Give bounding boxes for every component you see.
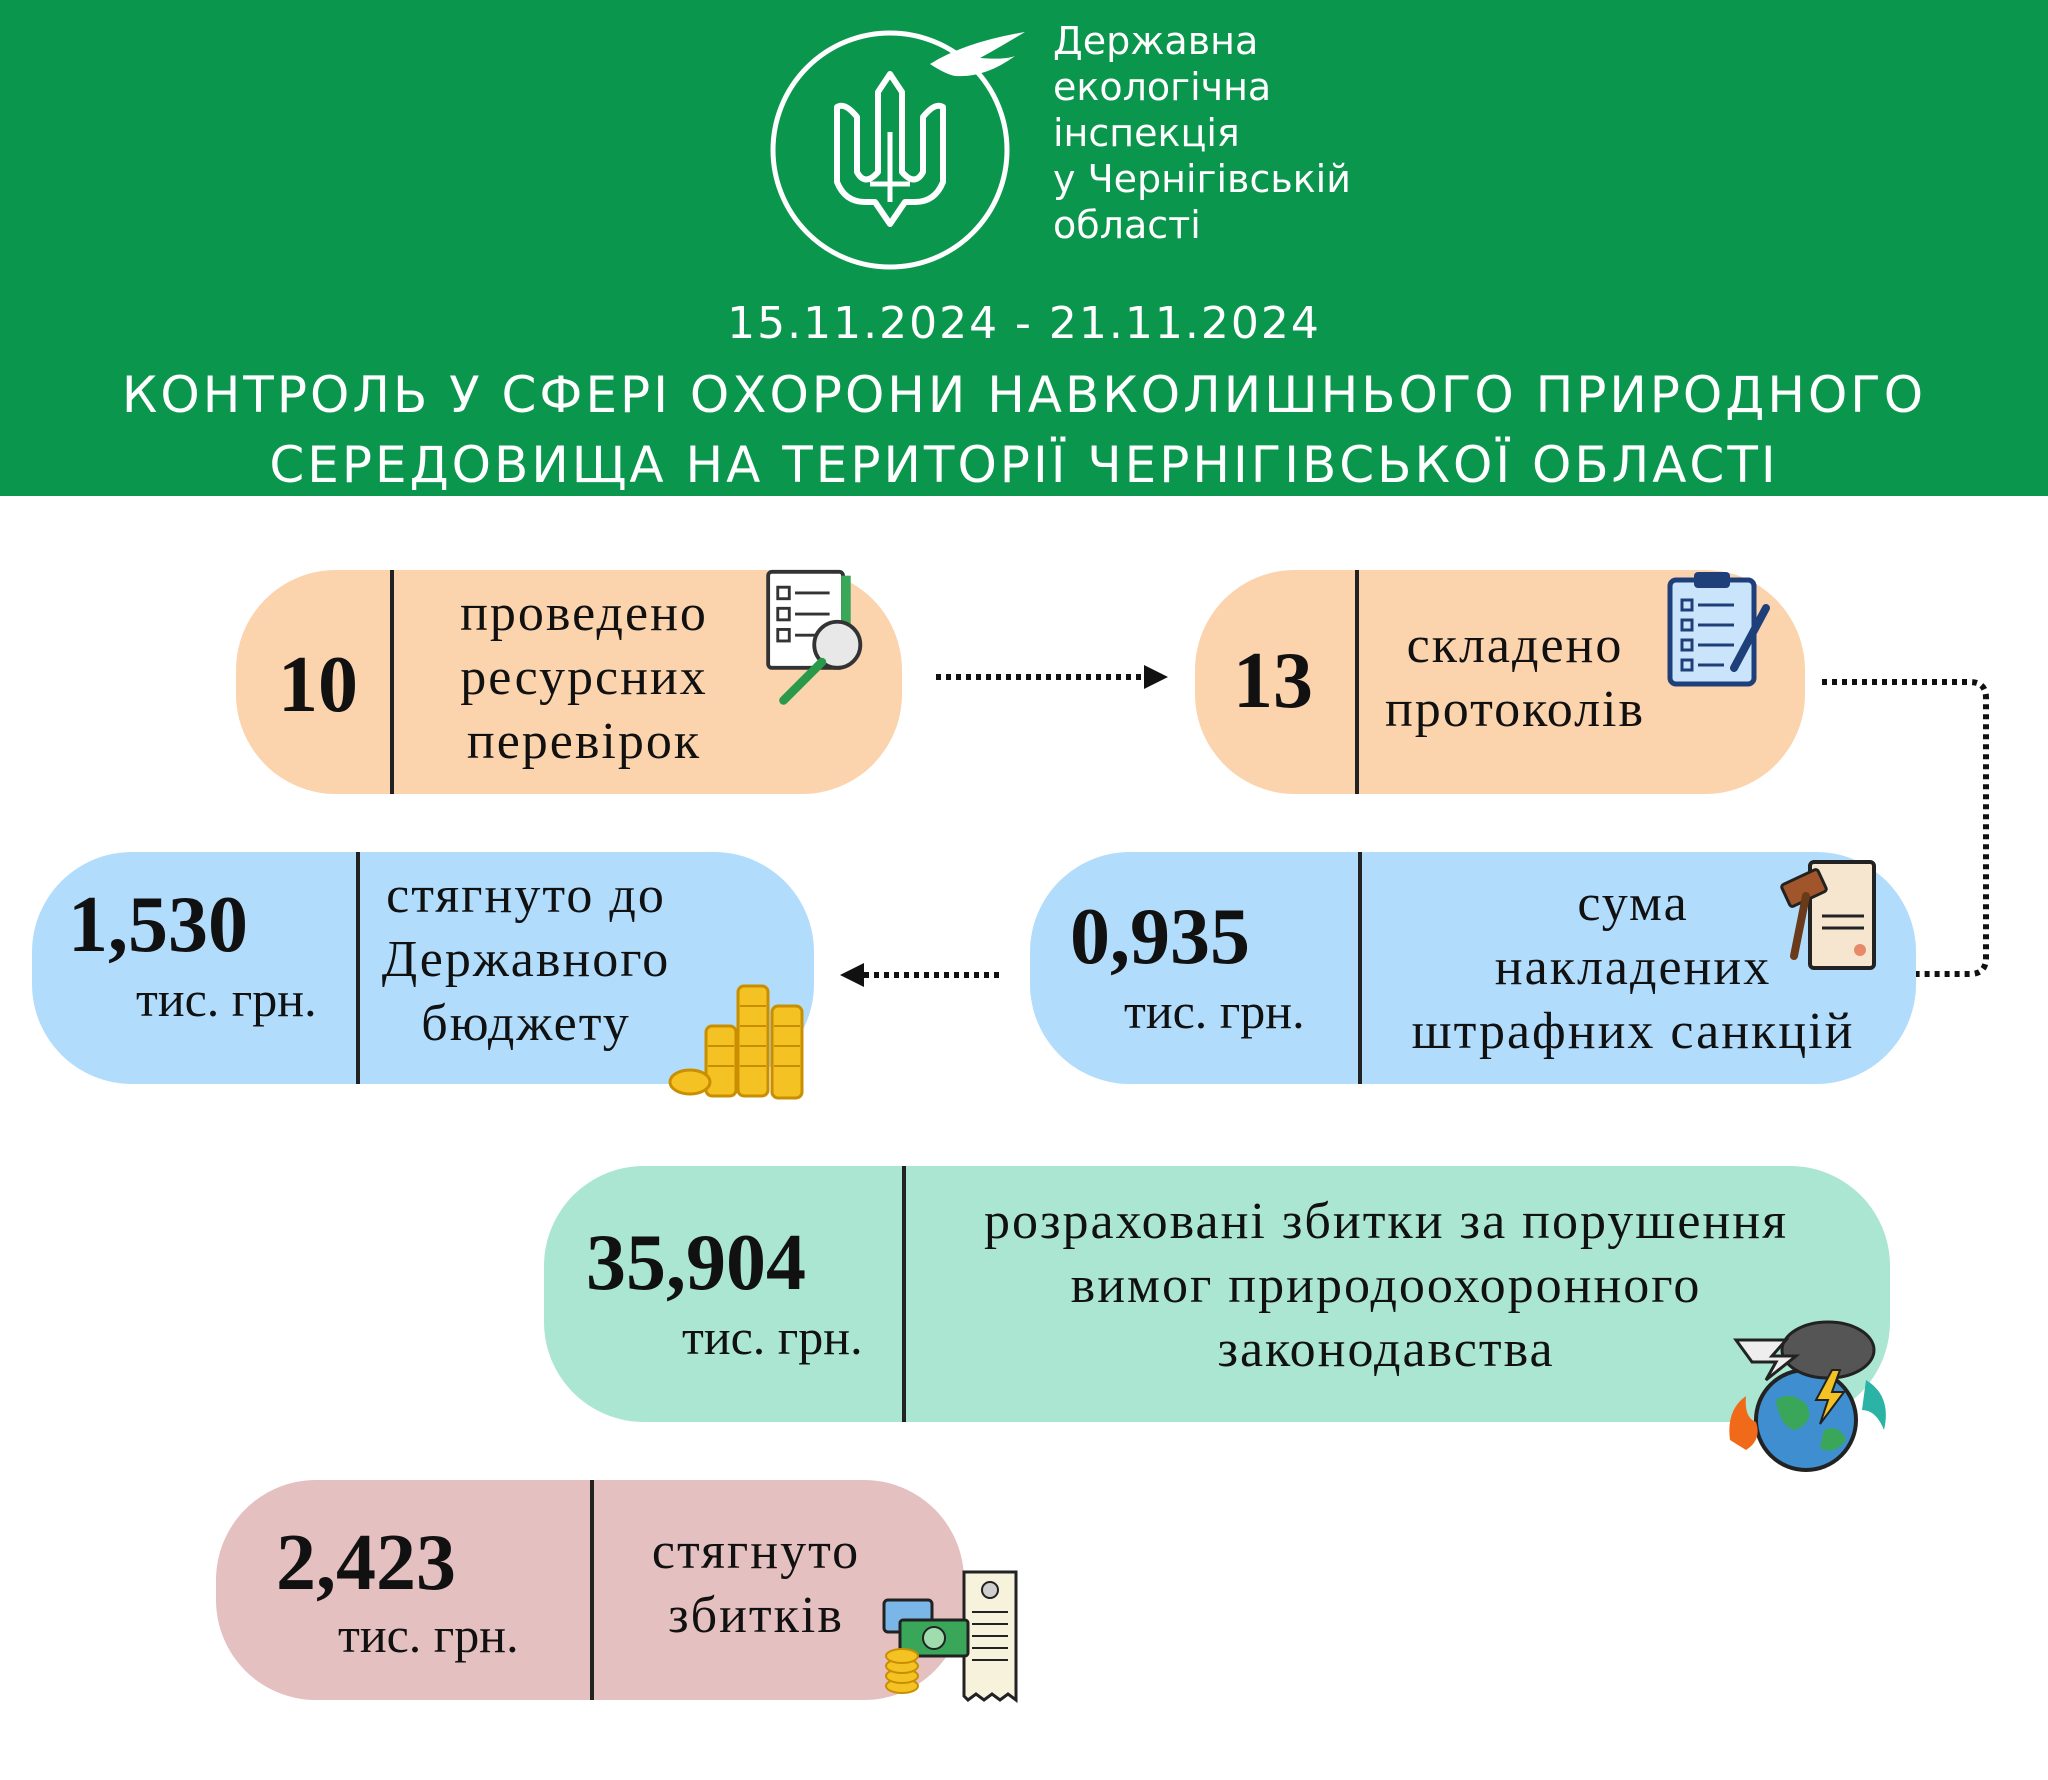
damages-calculated-value: 35,904 [586, 1219, 806, 1307]
damages-collected-value: 2,423 [276, 1519, 456, 1607]
label-line: збитків [668, 1587, 844, 1644]
budget-label [366, 864, 686, 1056]
flow-arrow-right-icon [934, 662, 1174, 692]
inspection-checklist-magnifier-icon [762, 568, 878, 712]
label-line: Державного [381, 931, 671, 988]
label-line: проведено [460, 585, 708, 642]
damages-calculated-card [544, 1166, 1890, 1422]
clipboard-checklist-icon [1664, 568, 1774, 688]
org-line: у Чернігівській [1053, 157, 1351, 201]
label-line: протоколів [1384, 681, 1646, 738]
card-divider [390, 570, 394, 794]
title-line: КОНТРОЛЬ У СФЕРІ ОХОРОНИ НАВКОЛИШНЬОГО ПРИРОДНОГО [121, 366, 1927, 424]
label-line: ресурсних [460, 649, 708, 706]
label-line: законодавства [1217, 1321, 1555, 1378]
label-line: складено [1406, 617, 1624, 674]
inspections-label [414, 582, 754, 774]
damages-calculated-unit: тис. грн. [682, 1309, 863, 1365]
damages-collected-label [606, 1520, 906, 1648]
card-divider [902, 1166, 906, 1422]
earth-disaster-icon [1716, 1300, 1896, 1480]
org-line: області [1053, 203, 1201, 247]
org-line: інспекція [1053, 111, 1240, 155]
protocols-value: 13 [1233, 637, 1313, 725]
card-divider [356, 852, 360, 1084]
org-line: екологічна [1053, 65, 1272, 109]
budget-value: 1,530 [68, 881, 248, 969]
flow-arrow-left-icon [836, 960, 1006, 990]
budget-unit: тис. грн. [136, 971, 317, 1027]
damages-collected-unit: тис. грн. [338, 1607, 519, 1663]
gavel-document-icon [1780, 856, 1880, 976]
card-divider [1355, 570, 1359, 794]
label-line: накладених [1494, 939, 1772, 996]
ecology-inspection-emblem-icon [765, 12, 1045, 272]
label-line: бюджету [421, 995, 631, 1052]
label-line: штрафних санкцій [1411, 1003, 1855, 1060]
fines-unit: тис. грн. [1124, 983, 1305, 1039]
page-title [0, 360, 2048, 500]
label-line: перевірок [466, 713, 702, 770]
money-receipt-icon [880, 1568, 1020, 1708]
protocols-label [1365, 614, 1665, 742]
damages-collected-card [216, 1480, 964, 1700]
label-line: стягнуто до [386, 867, 666, 924]
header-banner [0, 0, 2048, 496]
damages-calculated-label [916, 1190, 1856, 1382]
title-line: СЕРЕДОВИЩА НА ТЕРИТОРІЇ ЧЕРНІГІВСЬКОЇ ОБЛАСТІ [269, 436, 1779, 494]
coin-stacks-icon [668, 976, 808, 1106]
card-divider [590, 1480, 594, 1700]
org-line: Державна [1053, 19, 1259, 63]
inspections-value: 10 [278, 641, 358, 729]
organization-name [1053, 18, 1453, 248]
label-line: стягнуто [651, 1523, 861, 1580]
fines-value: 0,935 [1070, 893, 1250, 981]
label-line: розраховані збитки за порушення [984, 1193, 1788, 1250]
date-range: 15.11.2024 - 21.11.2024 [727, 298, 1321, 349]
label-line: вимог природоохоронного [1070, 1257, 1702, 1314]
label-line: сума [1577, 875, 1689, 932]
card-divider [1358, 852, 1362, 1084]
